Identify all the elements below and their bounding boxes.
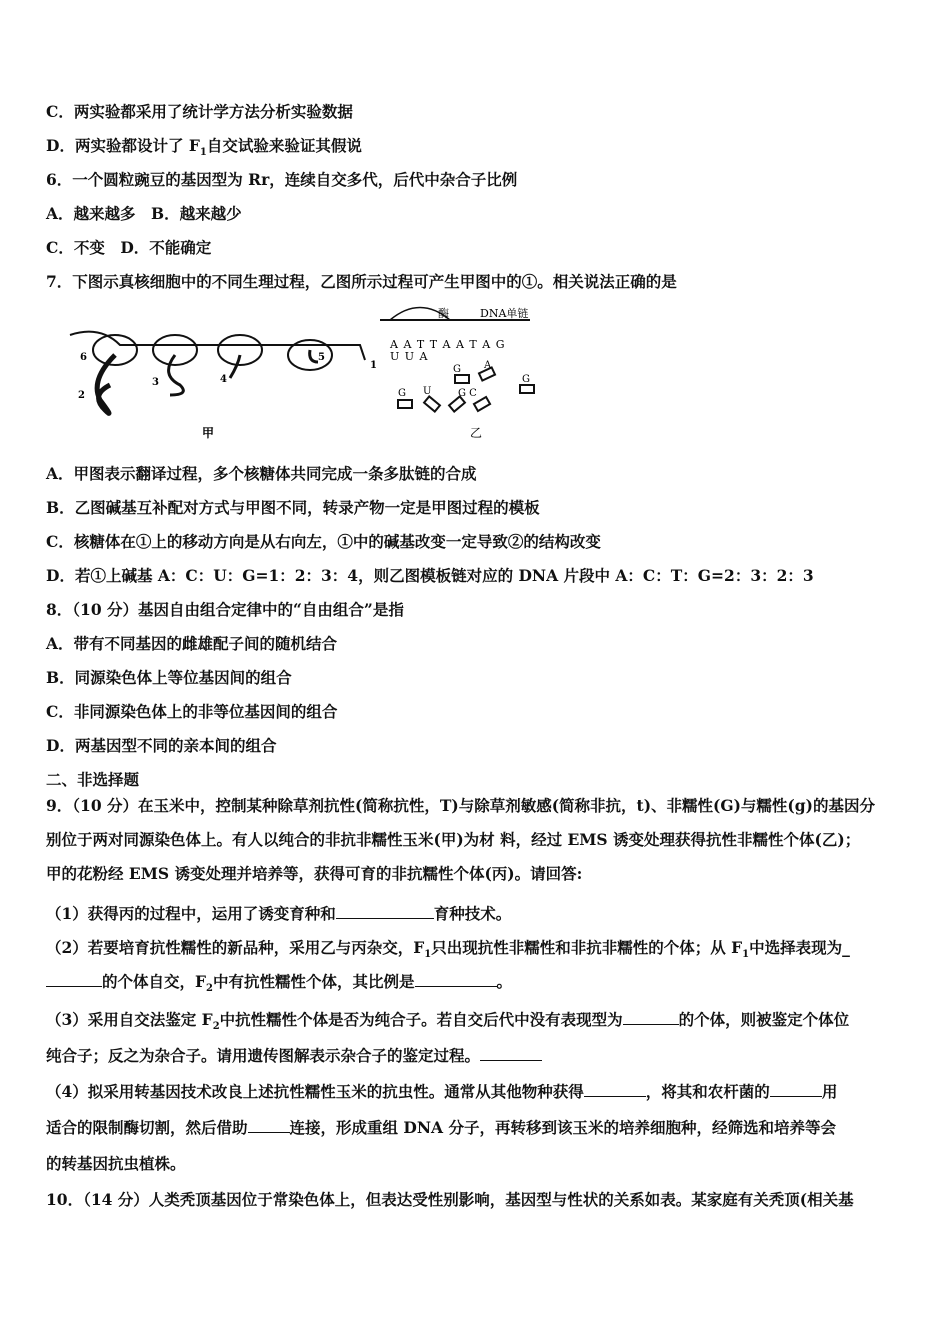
q6-options-ab: A．越来越多 B．越来越少 [46,204,242,223]
q9-part-4-line-2: 适合的限制酶切割，然后借助 连接，形成重组 DNA 分子，再转移到该玉米的培养细胞种，经筛选和培养等会 [46,1118,836,1137]
answer-blank-4[interactable] [623,1010,679,1025]
label-3: 3 [152,377,159,388]
label-6: 6 [80,352,87,363]
label-5: 5 [318,352,325,363]
q9-part-4-line-1: （4）拟采用转基因技术改良上述抗性糯性玉米的抗虫性。通常从其他物种获得 ，将其和农杆菌的 用 [46,1082,838,1101]
q8-option-a: A．带有不同基因的雌雄配子间的随机结合 [46,634,338,653]
q9-line-2: 别位于两对同源染色体上。有人以纯合的非抗非糯性玉米(甲)为材 料，经过 EMS 诱变处理获得抗性非糯性个体(乙)； [46,830,861,849]
label-dna-strand: DNA单链 [480,307,529,320]
biology-figure [60,300,560,445]
free-base-u: U [423,386,432,397]
nucleotide-g3 [398,400,412,408]
answer-blank-2[interactable] [46,972,102,987]
q6-options-cd: C．不变 D．不能确定 [46,238,212,257]
question-7: 7．下图示真核细胞中的不同生理过程，乙图所示过程可产生甲图中的①。相关说法正确的是 [46,272,677,291]
question-6: 6．一个圆粒豌豆的基因型为 Rr，连续自交多代，后代中杂合子比例 [46,170,518,189]
q9-part-1: （1）获得丙的过程中，运用了诱变育种和 育种技术。 [46,904,512,923]
q7-option-b: B．乙图碱基互补配对方式与甲图不同，转录产物一定是甲图过程的模板 [46,498,540,517]
q7-option-d: D．若①上碱基 A：C：U：G=1：2：3：4，则乙图模板链对应的 DNA 片段中 A：C：T：G=2：3：2：3 [46,566,814,585]
q8-option-d: D．两基因型不同的亲本间的组合 [46,736,277,755]
label-1: 1 [370,360,377,371]
q8-option-c: C．非同源染色体上的非等位基因间的组合 [46,702,338,721]
answer-blank-5[interactable] [480,1046,542,1061]
question-10: 10．（14 分）人类秃顶基因位于常染色体上，但表达受性别影响，基因型与性状的关系如表。某家庭有关秃顶(相关基 [46,1190,854,1209]
section-2-heading: 二、非选择题 [46,770,140,789]
label-enzyme: 酶 [438,307,449,320]
free-base-gc: G C [458,388,477,399]
nucleotide-g2 [520,385,534,393]
free-base-a: A [484,360,492,371]
option-d-q5: D．两实验都设计了 $F_1$自交试验来验证其假说 [46,136,362,159]
nucleotide-u [424,396,440,411]
answer-blank-7[interactable] [770,1082,822,1097]
question-8: 8．（10 分）基因自由组合定律中的“自由组合”是指 [46,600,404,619]
q7-option-a: A．甲图表示翻译过程，多个核糖体共同完成一条多肽链的合成 [46,464,477,483]
q9-line-1: 9．（10 分）在玉米中，控制某种除草剂抗性(简称抗性，T)与除草剂敏感(简称非抗，t)、非糯性(G)与糯性(g)的基因分 [46,796,875,815]
peptide-long [97,355,115,413]
answer-blank-1[interactable] [336,904,434,919]
peptide-tiny [310,350,318,362]
q9-part-2-line-2: 的个体自交，$F_2$中有抗性糯性个体，其比例是 。 [46,971,906,1000]
peptide-short [230,355,240,378]
answer-blank-3[interactable] [415,972,497,987]
label-yi: 乙 [470,426,483,440]
peptide-medium [169,355,184,395]
q9-part-4-line-3: 的转基因抗虫植株。 [46,1154,186,1173]
free-base-g3: G [398,388,406,399]
q9-line-3: 甲的花粉经 EMS 诱变处理并培养等，获得可育的非抗糯性个体(丙)。请回答: [46,864,583,883]
option-c-q5: C．两实验都采用了统计学方法分析实验数据 [46,102,353,121]
q9-part-3-line-2: 纯合子；反之为杂合子。请用遗传图解表示杂合子的鉴定过程。 [46,1045,906,1067]
answer-blank-6[interactable] [584,1082,646,1097]
q9-part-3-line-1: （3）采用自交法鉴定 $F_2$中抗性糯性个体是否为纯合子。若自交后代中没有表现型为 的个体，则被鉴定个体位 [46,1010,850,1033]
q7-option-c: C．核糖体在①上的移动方向是从右向左，①中的碱基改变一定导致②的结构改变 [46,532,601,551]
nucleotide-g1 [455,375,469,383]
answer-blank-8[interactable] [248,1118,290,1133]
rna-base-sequence: U U A [390,350,429,363]
label-2: 2 [78,390,85,401]
q8-option-b: B．同源染色体上等位基因间的组合 [46,668,292,687]
label-jia: 甲 [202,426,215,440]
label-4: 4 [220,374,227,385]
free-base-g2: G [522,374,530,385]
nucleotide-c [474,397,490,411]
free-base-g1: G [453,364,461,375]
dna-base-sequence: A A T T A A T A G [390,338,506,351]
q9-part-2-line-1: （2）若要培育抗性糯性的新品种，采用乙与丙杂交，$F_1$只出现抗性非糯性和非抗非糯性的个体；从 $F_1$中选择表现为_ [46,938,850,961]
ribosome-2 [153,335,197,365]
